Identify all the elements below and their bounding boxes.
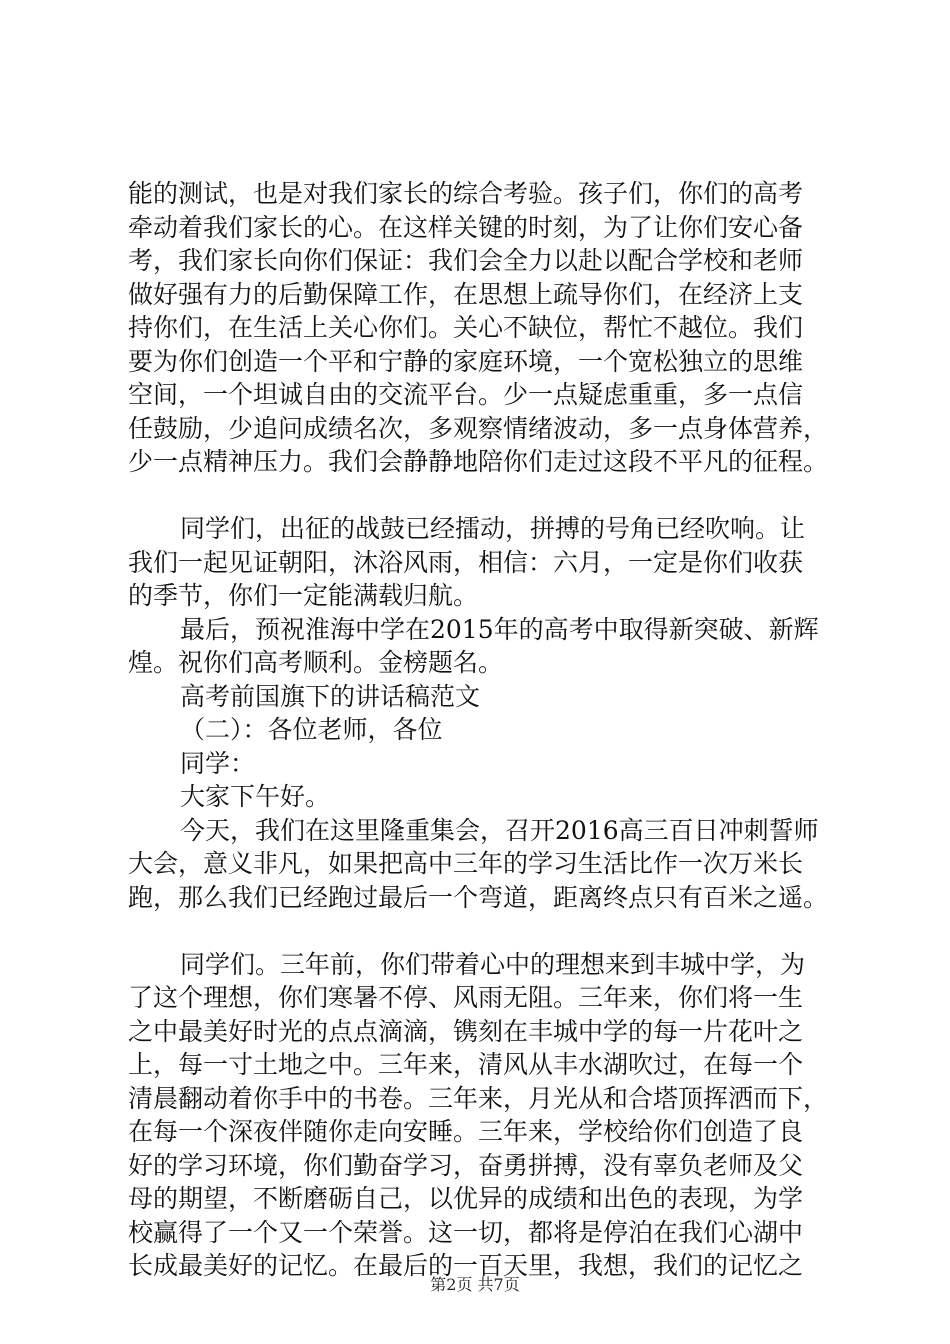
salutation-line <box>128 747 828 781</box>
text-line: 空间，一个坦诚自由的交流平台。少一点疑虑重重，多一点信 <box>128 380 804 409</box>
paragraph-closing-wish <box>128 613 828 680</box>
text-line: 持你们，在生活上关心你们。关心不缺位，帮忙不越位。我们 <box>128 313 804 342</box>
text-line: 考，我们家长向你们保证：我们会全力以赴以配合学校和老师 <box>128 246 804 275</box>
section-title <box>128 680 828 714</box>
text-line: 长成最美好的记忆。在最后的一百天里，我想，我们的记忆之 <box>128 1251 804 1280</box>
text-line: 要为你们创造一个平和宁静的家庭环境，一个宽松独立的思维 <box>128 346 804 376</box>
text-line: 大家下午好。 <box>180 782 331 811</box>
page-number-footer: 第2页 共7页 <box>430 1275 520 1294</box>
text-line: 任鼓励，少追问成绩名次，多观察情绪波动，多一点身体营养， <box>128 413 829 443</box>
text-line: 同学： <box>180 748 256 778</box>
text-line: 了这个理想，你们寒暑不停、风雨无阻。三年来，你们将一生 <box>128 983 804 1012</box>
text-line: 最后，预祝淮海中学在2015年的高考中取得新突破、新辉 <box>180 614 819 644</box>
section-subtitle <box>128 713 828 747</box>
text-line: 煌。祝你们高考顺利。金榜题名。 <box>128 648 504 677</box>
text-line: 大会，意义非凡，如果把高中三年的学习生活比作一次万米长 <box>128 849 804 878</box>
document-body <box>128 177 828 1283</box>
text-line: 的季节，你们一定能满载归航。 <box>128 581 479 610</box>
text-line: 同学们，出征的战鼓已经擂动，拼搏的号角已经吹响。让 <box>180 514 806 543</box>
text-line: 能的测试，也是对我们家长的综合考验。孩子们，你们的高考 <box>128 179 804 208</box>
text-line: 清晨翻动着你手中的书卷。三年来，月光从和合塔顶挥洒而下， <box>128 1083 829 1113</box>
text-line: 好的学习环境，你们勤奋学习，奋勇拼搏，没有辜负老师及父 <box>128 1150 804 1180</box>
paragraph-parent-commitment <box>128 177 828 479</box>
text-line: 高考前国旗下的讲话稿范文 <box>180 681 481 711</box>
paragraph-encouragement <box>128 512 828 613</box>
text-line: 上，每一寸土地之中。三年来，清风从丰水湖吹过，在每一个 <box>128 1050 804 1079</box>
text-line: 同学们。三年前，你们带着心中的理想来到丰城中学，为 <box>180 949 806 979</box>
text-line: （二）：各位老师，各位 <box>180 715 443 744</box>
text-line: 今天，我们在这里隆重集会，召开2016高三百日冲刺誓师 <box>180 815 819 845</box>
text-line: 我们一起见证朝阳，沐浴风雨，相信：六月，一定是你们收获 <box>128 547 804 577</box>
greeting-line <box>128 780 828 814</box>
text-line: 母的期望，不断磨砺自己，以优异的成绩和出色的表现，为学 <box>128 1184 804 1213</box>
paragraph-rally-intro <box>128 814 828 915</box>
text-line: 之中最美好时光的点点滴滴，镌刻在丰城中学的每一片花叶之 <box>128 1016 804 1046</box>
text-line: 做好强有力的后勤保障工作，在思想上疏导你们，在经济上支 <box>128 279 804 309</box>
text-line: 校赢得了一个又一个荣誉。这一切，都将是停泊在我们心湖中 <box>128 1217 804 1247</box>
text-line: 在每一个深夜伴随你走向安睡。三年来，学校给你们创造了良 <box>128 1117 804 1146</box>
paragraph-three-years <box>128 948 828 1283</box>
text-line: 牵动着我们家长的心。在这样关键的时刻，为了让你们安心备 <box>128 212 804 242</box>
text-line: 跑，那么我们已经跑过最后一个弯道，距离终点只有百米之遥。 <box>128 882 829 912</box>
text-line: 少一点精神压力。我们会静静地陪你们走过这段不平凡的征程。 <box>128 447 829 476</box>
